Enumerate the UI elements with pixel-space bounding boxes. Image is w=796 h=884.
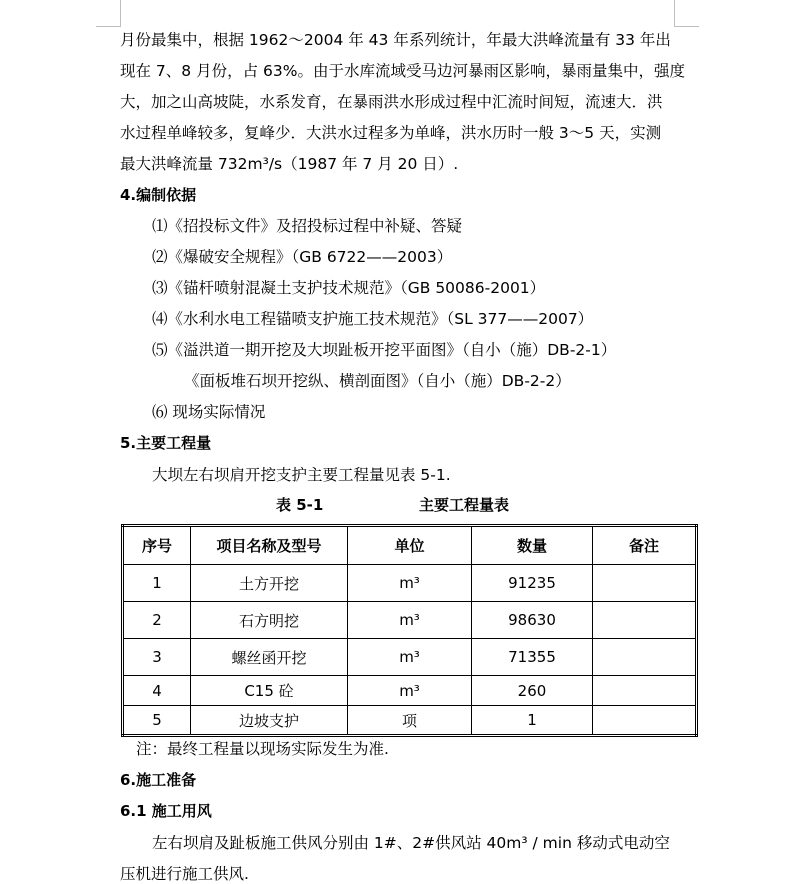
table-cell: 71355 [472,639,593,676]
crop-mark-right-vertical [674,0,675,26]
reference-item: ⑸《溢洪道一期开挖及大坝趾板开挖平面图》（自小（施）DB-2-1） [152,341,617,359]
crop-mark-left-horizontal [96,26,121,27]
reference-item: ⑵《爆破安全规程》（GB 6722——2003） [152,248,453,266]
table-row [123,706,697,736]
table-cell [593,676,697,706]
column-header: 单位 [348,526,472,565]
reference-item: 《面板堆石坝开挖纵、横剖面图》（自小（施）DB-2-2） [184,372,571,390]
reference-item: ⑴《招投标文件》及招投标过程中补疑、答疑 [152,217,463,235]
table-cell: 1 [123,565,191,602]
table-row [123,602,697,639]
table-cell: C15 砼 [191,676,348,706]
crop-mark-right-horizontal [674,26,699,27]
intro-line: 最大洪峰流量 732m³/s（1987 年 7 月 20 日）. [120,155,459,173]
table-cell: 4 [123,676,191,706]
table-cell: 边坡支护 [191,706,348,736]
table-cell: 螺丝函开挖 [191,639,348,676]
table-cell [593,602,697,639]
table-cell: 5 [123,706,191,736]
quantity-table [121,524,698,737]
reference-item: ⑶《锚杆喷射混凝土支护技术规范》（GB 50086-2001） [152,279,546,297]
section-paragraph: 大坝左右坝肩开挖支护主要工程量见表 5-1. [152,466,451,484]
intro-line: 现在 7、8 月份，占 63%。由于水库流域受马边河暴雨区影响，暴雨量集中，强度 [120,62,685,80]
table-cell: m³ [348,676,472,706]
section-paragraph: 压机进行施工供风. [120,865,249,883]
table-cell: 260 [472,676,593,706]
intro-line: 月份最集中，根据 1962～2004 年 43 年系列统计，年最大洪峰流量有 33 年出 [120,31,671,49]
table-cell: 3 [123,639,191,676]
table-cell: m³ [348,565,472,602]
table-header-row [123,526,697,565]
table-row [123,565,697,602]
reference-item: ⑹ 现场实际情况 [152,403,266,421]
table-cell: 土方开挖 [191,565,348,602]
table-row [123,639,697,676]
table-cell: 项 [348,706,472,736]
section-heading: 5.主要工程量 [120,434,212,452]
subsection-heading: 6.1 施工用风 [120,802,212,820]
section-paragraph: 左右坝肩及趾板施工供风分别由 1#、2#供风站 40m³ / min 移动式电动空 [152,834,670,852]
intro-line: 水过程单峰较多，复峰少．大洪水过程多为单峰，洪水历时一般 3～5 天，实测 [120,124,662,142]
reference-item: ⑷《水利水电工程锚喷支护施工技术规范》（SL 377——2007） [152,310,594,328]
section-heading: 4.编制依据 [120,186,197,204]
section-heading: 6.施工准备 [120,771,197,789]
table-cell: 91235 [472,565,593,602]
table-row [123,676,697,706]
table-title: 主要工程量表 [419,496,510,514]
column-header: 序号 [123,526,191,565]
table-cell: 石方明挖 [191,602,348,639]
crop-mark-left-vertical [120,0,121,26]
intro-line: 大，加之山高坡陡，水系发育，在暴雨洪水形成过程中汇流时间短，流速大．洪 [120,93,663,111]
table-cell: m³ [348,602,472,639]
column-header: 备注 [593,526,697,565]
table-cell [593,706,697,736]
table-number: 表 5-1 [276,496,324,514]
table-cell: 98630 [472,602,593,639]
table-cell [593,639,697,676]
table-cell [593,565,697,602]
column-header: 数量 [472,526,593,565]
table-note: 注：最终工程量以现场实际发生为准. [136,740,389,758]
table-cell: 1 [472,706,593,736]
table-cell: m³ [348,639,472,676]
column-header: 项目名称及型号 [191,526,348,565]
table-cell: 2 [123,602,191,639]
